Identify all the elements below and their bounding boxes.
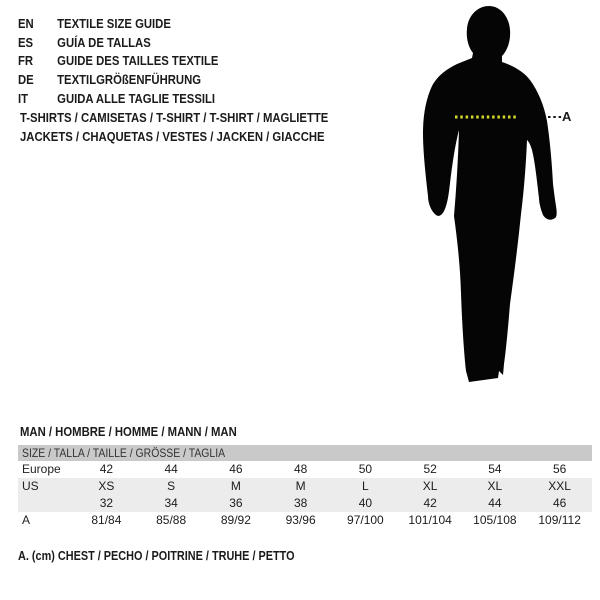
- footnote-chest: A. (cm) CHEST / PECHO / POITRINE / TRUHE / PETTO: [18, 549, 295, 563]
- table-cell: 97/100: [347, 513, 384, 527]
- language-code: DE: [18, 71, 34, 87]
- language-code: IT: [18, 90, 29, 106]
- language-row-de: [18, 70, 218, 89]
- table-cell: S: [167, 479, 176, 493]
- table-cell: 36: [229, 496, 243, 510]
- language-code: FR: [18, 53, 34, 69]
- table-cell: 85/88: [156, 513, 187, 527]
- language-code: ES: [18, 34, 34, 50]
- table-cell: M: [230, 479, 241, 493]
- garment-categories: [20, 109, 374, 146]
- table-cell: 93/96: [285, 513, 316, 527]
- language-title: GUIDA ALLE TAGLIE TESSILI: [57, 90, 216, 106]
- category-jackets: JACKETS / CHAQUETAS / VESTES / JACKEN / GIACCHE: [20, 128, 325, 144]
- table-cell: 44: [164, 462, 178, 476]
- man-silhouette-svg: [407, 4, 575, 388]
- row-label: Europe: [22, 462, 61, 476]
- row-label: US: [22, 479, 39, 493]
- table-cell: 32: [99, 496, 114, 510]
- language-title: TEXTILE SIZE GUIDE: [57, 15, 171, 31]
- man-figure: [407, 4, 575, 388]
- table-cell: XS: [98, 479, 115, 493]
- language-row-en: [18, 14, 218, 33]
- category-tshirts: T-SHIRTS / CAMISETAS / T-SHIRT / T-SHIRT / MAGLIETTE: [20, 110, 329, 125]
- table-row-europe: [18, 461, 592, 478]
- section-title-man: MAN / HOMBRE / HOMME / MANN / MAN: [20, 424, 237, 439]
- table-cell: XL: [422, 479, 438, 493]
- table-cell: 81/84: [91, 513, 122, 527]
- table-cell: 101/104: [408, 513, 452, 527]
- table-cell: 34: [164, 496, 178, 510]
- table-cell: 56: [552, 462, 567, 476]
- table-cell: M: [295, 479, 306, 493]
- table-row-chest-a: [18, 512, 592, 529]
- table-cell: 40: [358, 496, 373, 510]
- table-cell: 42: [423, 496, 437, 510]
- table-cell: 38: [293, 496, 308, 510]
- table-cell: L: [362, 479, 369, 493]
- man-silhouette: [423, 6, 557, 382]
- measure-label-a: A: [562, 109, 572, 124]
- table-cell: 44: [488, 496, 502, 510]
- table-cell: 48: [293, 462, 308, 476]
- table-cell: 46: [229, 462, 243, 476]
- table-cell: 50: [358, 462, 373, 476]
- row-label: [18, 495, 74, 512]
- table-row-numeric: [18, 495, 592, 512]
- language-code: EN: [18, 15, 34, 31]
- table-cell: 89/92: [220, 513, 251, 527]
- table-cell: 42: [99, 462, 114, 476]
- language-row-it: [18, 89, 218, 108]
- table-cell: 52: [423, 462, 437, 476]
- language-list: [18, 14, 248, 107]
- language-row-fr: [18, 51, 218, 70]
- language-title: GUÍA DE TALLAS: [57, 34, 151, 50]
- language-row-es: [18, 33, 218, 52]
- table-row-us: [18, 478, 592, 495]
- table-cell: 105/108: [473, 513, 517, 527]
- row-label: A: [22, 513, 31, 527]
- table-cell: XXL: [548, 479, 571, 493]
- size-table-header-text: SIZE / TALLA / TAILLE / GRÖSSE / TAGLIA: [22, 446, 226, 460]
- table-cell: 54: [488, 462, 502, 476]
- language-title: GUIDE DES TAILLES TEXTILE: [57, 53, 219, 69]
- table-cell: 109/112: [538, 513, 581, 527]
- table-cell: XL: [487, 479, 503, 493]
- size-table: [18, 445, 592, 529]
- table-cell: 46: [552, 496, 567, 510]
- size-table-header: [18, 445, 592, 461]
- language-title: TEXTILGRÖßENFÜHRUNG: [57, 71, 202, 87]
